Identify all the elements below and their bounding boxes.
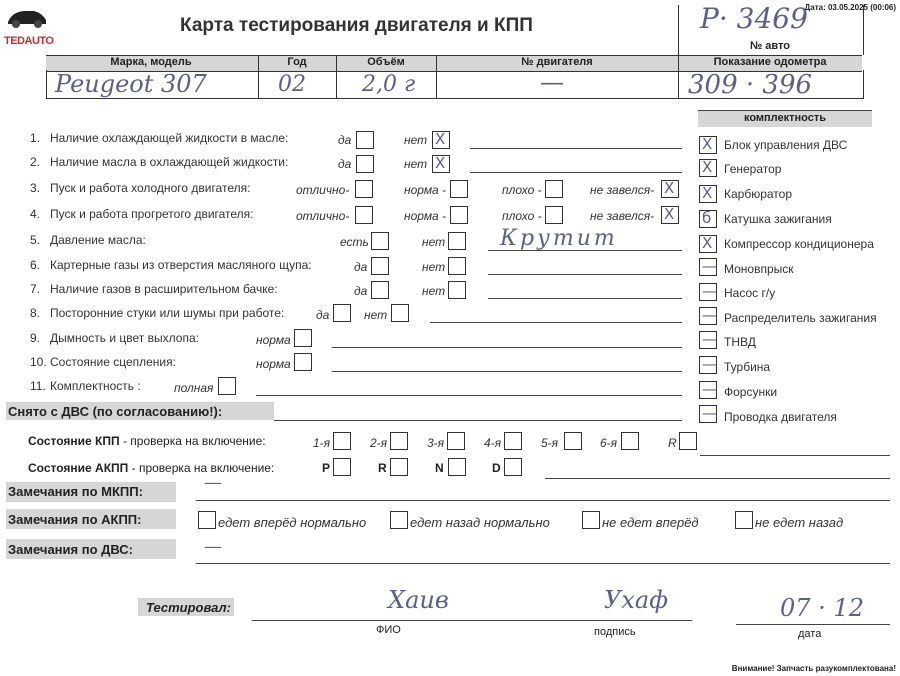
q1-da-label: да xyxy=(338,133,352,147)
data-label: дата xyxy=(798,628,822,640)
akpp-opt-3-label: не едет вперёд xyxy=(602,515,699,530)
podpis-label: подпись xyxy=(594,626,636,638)
check-mark-icon: X xyxy=(435,154,446,172)
akpp-rest: - проверка на включение: xyxy=(128,461,275,475)
snyato-line xyxy=(274,420,682,421)
komplekt-item-7: Насос г/у xyxy=(724,286,776,300)
check-mark-icon: б xyxy=(702,209,712,227)
q5-num: 5. xyxy=(30,233,41,247)
komplekt-item-4: Катушка зажигания xyxy=(724,212,832,226)
komplekt-title-text: комплектность xyxy=(743,112,827,124)
q5-net-label: нет xyxy=(422,235,446,249)
q4-otl-checkbox[interactable] xyxy=(355,206,373,224)
logo xyxy=(4,4,54,47)
q11-text: Комплектность : xyxy=(50,379,141,393)
kpp-gear-1-label: 1-я xyxy=(313,436,331,450)
page-title: Карта тестирования двигателя и КПП xyxy=(180,15,533,36)
kpp-gear-4-label: 4-я xyxy=(484,436,502,450)
q1-net-checkbox[interactable] xyxy=(432,131,450,149)
q2-da-label: да xyxy=(338,157,352,171)
dash-mark-icon: — xyxy=(702,282,717,300)
akpp-opt-3-checkbox[interactable] xyxy=(582,511,600,529)
kpp-rest: - проверка на включение: xyxy=(119,434,266,448)
value-engine-no: — xyxy=(540,68,564,96)
q2-net-checkbox[interactable] xyxy=(432,155,450,173)
akpp-opt-1-label: едет вперёд нормально xyxy=(218,515,367,530)
car-logo-icon xyxy=(4,4,50,30)
q2-text: Наличие масла в охлаждающей жидкости: xyxy=(50,155,289,169)
akpp-gear-d-checkbox[interactable] xyxy=(504,458,522,476)
komplekt-item-11: Форсунки xyxy=(724,385,778,399)
q5-est-label: есть xyxy=(340,235,369,249)
header-col-engine-no: № двигателя xyxy=(521,56,593,68)
kpp-gear-1-checkbox[interactable] xyxy=(333,432,351,450)
q2-line xyxy=(470,172,682,173)
print-date: Дата: 03.05.2025 (00:06) xyxy=(804,3,896,12)
kpp-label: Состояние КПП xyxy=(28,434,120,448)
q4-nezav-checkbox[interactable] xyxy=(661,206,679,224)
akpp-gear-d-label: D xyxy=(492,461,501,475)
akpp-gear-n-label: N xyxy=(435,461,444,475)
check-mark-icon: X xyxy=(435,130,446,148)
dash-mark-icon: — xyxy=(702,330,717,348)
check-mark-icon: X xyxy=(702,184,713,202)
q6-da-label: да xyxy=(354,260,368,274)
komplekt-item-1: Блок управления ДВС xyxy=(724,138,848,152)
logo-text: TEDAUTO xyxy=(4,35,54,47)
q6-net-checkbox[interactable] xyxy=(448,257,466,275)
kpp-gear-3-label: 3-я xyxy=(427,436,445,450)
q8-num: 8. xyxy=(30,306,41,320)
komplekt-checkbox-4[interactable] xyxy=(699,210,717,228)
komplekt-checkbox-6[interactable] xyxy=(699,258,717,276)
akpp-row-label xyxy=(28,461,274,475)
kpp-gear-3-checkbox[interactable] xyxy=(447,432,465,450)
q3-nezav-checkbox[interactable] xyxy=(661,180,679,198)
q3-nezav-label: не завелся- xyxy=(590,183,655,197)
komplekt-checkbox-12[interactable] xyxy=(699,405,717,423)
q7-da-checkbox[interactable] xyxy=(371,281,389,299)
q10-norma-label: норма xyxy=(256,357,291,371)
akpp-opt-2-checkbox[interactable] xyxy=(390,511,408,529)
komplekt-checkbox-9[interactable] xyxy=(699,331,717,349)
komplekt-checkbox-8[interactable] xyxy=(699,307,717,325)
q9-norma-checkbox[interactable] xyxy=(294,329,312,347)
check-mark-icon: X xyxy=(702,158,713,176)
q8-da-checkbox[interactable] xyxy=(333,304,351,322)
check-mark-icon: X xyxy=(664,179,675,197)
q1-net-label: нет xyxy=(404,133,428,147)
akpp-line xyxy=(545,478,890,479)
zam-akpp-label: Замечания по АКПП: xyxy=(8,512,142,527)
akpp-gear-p-checkbox[interactable] xyxy=(333,458,351,476)
q8-da-label: да xyxy=(316,308,330,322)
komplekt-checkbox-2[interactable] xyxy=(699,159,717,177)
q3-text: Пуск и работа холодного двигателя: xyxy=(50,181,251,195)
q6-num: 6. xyxy=(30,258,41,272)
q10-norma-checkbox[interactable] xyxy=(294,353,312,371)
q5-net-checkbox[interactable] xyxy=(448,232,466,250)
q8-net-checkbox[interactable] xyxy=(391,304,409,322)
data-value: 07 · 12 xyxy=(780,594,864,622)
q10-line xyxy=(332,371,682,372)
data-line xyxy=(736,624,890,625)
q9-line xyxy=(332,347,682,348)
komplekt-item-6: Моновпрыск xyxy=(724,262,794,276)
q10-num: 10. xyxy=(30,355,47,369)
q11-polnaya-label: полная xyxy=(174,381,214,395)
header-col-year: Год xyxy=(287,56,307,68)
q9-norma-label: норма xyxy=(256,333,291,347)
q5-text: Давление масла: xyxy=(50,233,146,247)
akpp-opt-2-label: едет назад нормально xyxy=(410,515,550,530)
q11-line xyxy=(256,395,682,396)
q6-da-checkbox[interactable] xyxy=(371,257,389,275)
akpp-gear-p-label: P xyxy=(322,461,331,475)
komplekt-item-5: Компрессор кондиционера xyxy=(724,237,874,251)
q4-otl-label: отлично- xyxy=(296,209,350,223)
podpis-line xyxy=(562,620,692,621)
q6-text: Картерные газы из отверстия масляного щупа: xyxy=(50,258,312,272)
q1-num: 1. xyxy=(30,131,41,145)
dash-mark-icon: — xyxy=(702,257,717,275)
q4-norma-checkbox[interactable] xyxy=(450,206,468,224)
q5-line xyxy=(488,250,682,251)
akpp-opt-1-checkbox[interactable] xyxy=(198,511,216,529)
q1-da-checkbox[interactable] xyxy=(356,131,374,149)
header-col-volume: Объём xyxy=(367,56,405,68)
header-col-odometer: Показание одометра xyxy=(713,56,827,68)
kpp-gear-r-checkbox[interactable] xyxy=(679,432,697,450)
q2-da-checkbox[interactable] xyxy=(356,155,374,173)
q10-text: Состояние сцепления: xyxy=(50,355,176,369)
akpp-gear-r-label: R xyxy=(378,461,387,475)
q1-text: Наличие охлаждающей жидкости в масле: xyxy=(50,131,289,145)
tested-label: Тестировал: xyxy=(146,600,231,615)
kpp-gear-5-label: 5-я xyxy=(541,436,559,450)
komplekt-checkbox-1[interactable] xyxy=(699,136,717,154)
dash-mark-icon: — xyxy=(702,404,717,422)
q7-net-label: нет xyxy=(422,284,446,298)
q4-norma-label: норма - xyxy=(404,209,447,223)
check-mark-icon: X xyxy=(702,234,713,252)
zam-dvs-line xyxy=(196,563,890,564)
komplekt-item-8: Распределитель зажигания xyxy=(724,311,877,325)
q5-note: Крутит xyxy=(500,226,618,251)
komplekt-item-3: Карбюратор xyxy=(724,187,793,201)
dash-mark-icon: — xyxy=(702,355,717,373)
q7-num: 7. xyxy=(30,282,41,296)
value-year: 02 xyxy=(278,72,306,97)
q4-nezav-label: не завелся- xyxy=(590,209,655,223)
q11-num: 11. xyxy=(30,379,46,393)
q2-net-label: нет xyxy=(404,157,428,171)
q3-otl-checkbox[interactable] xyxy=(355,180,373,198)
komplekt-checkbox-5[interactable] xyxy=(699,235,717,253)
q7-line xyxy=(488,298,682,299)
value-volume: 2,0 г xyxy=(362,72,416,97)
q6-line xyxy=(488,274,682,275)
q4-text: Пуск и работа прогретого двигателя: xyxy=(50,207,254,221)
header-col-model: Марка, модель xyxy=(110,56,192,68)
komplekt-item-2: Генератор xyxy=(724,162,782,176)
q4-num: 4. xyxy=(30,207,41,221)
komplekt-checkbox-7[interactable] xyxy=(699,283,717,301)
q8-net-label: нет xyxy=(364,308,388,322)
q4-ploho-label: плохо - xyxy=(502,209,542,223)
akpp-opt-4-label: не едет назад xyxy=(755,515,844,530)
akpp-opt-4-checkbox[interactable] xyxy=(735,511,753,529)
q8-text: Посторонние стуки или шумы при работе: xyxy=(50,306,285,320)
komplekt-item-9: ТНВД xyxy=(724,335,756,349)
q5-est-checkbox[interactable] xyxy=(371,232,389,250)
fio-value: Хаив xyxy=(388,586,449,614)
kpp-gear-6-checkbox[interactable] xyxy=(621,432,639,450)
q7-net-checkbox[interactable] xyxy=(448,281,466,299)
fio-line xyxy=(252,620,562,621)
q7-da-label: да xyxy=(354,284,368,298)
q3-ploho-label: плохо - xyxy=(502,183,542,197)
kpp-gear-r-label: R xyxy=(668,436,677,450)
q3-ploho-checkbox[interactable] xyxy=(545,180,563,198)
komplekt-checkbox-10[interactable] xyxy=(699,356,717,374)
value-model: Peugeot 307 xyxy=(55,70,207,98)
akpp-gear-r-checkbox[interactable] xyxy=(390,458,408,476)
q7-text: Наличие газов в расширительном бачке: xyxy=(50,282,278,296)
auto-number-value: Р· 3469 xyxy=(700,2,808,35)
zam-mkpp-value: — xyxy=(204,472,222,493)
komplekt-checkbox-11[interactable] xyxy=(699,381,717,399)
dash-mark-icon: — xyxy=(702,306,717,324)
kpp-line xyxy=(700,455,890,456)
zam-mkpp-line xyxy=(196,500,890,501)
kpp-gear-6-label: 6-я xyxy=(600,436,618,450)
q6-net-label: нет xyxy=(422,260,446,274)
q11-polnaya-checkbox[interactable] xyxy=(218,377,236,395)
kpp-gear-2-label: 2-я xyxy=(370,436,388,450)
q3-otl-label: отлично- xyxy=(296,183,350,197)
warning-note: Внимание! Запчасть разукомплектована! xyxy=(731,664,896,673)
q9-text: Дымность и цвет выхлопа: xyxy=(50,331,199,345)
q3-norma-label: норма - xyxy=(404,183,447,197)
zam-dvs-value: — xyxy=(204,536,222,557)
zam-dvs-label: Замечания по ДВС: xyxy=(8,542,133,557)
value-odometer: 309 · 396 xyxy=(688,70,813,100)
q2-num: 2. xyxy=(30,155,41,169)
q3-num: 3. xyxy=(30,181,41,195)
fio-label: ФИО xyxy=(376,624,401,636)
check-mark-icon: X xyxy=(664,205,675,223)
q9-num: 9. xyxy=(30,331,41,345)
q1-line xyxy=(470,148,682,149)
q8-line xyxy=(430,322,682,323)
kpp-row-label xyxy=(28,434,266,448)
q4-ploho-checkbox[interactable] xyxy=(545,206,563,224)
kpp-gear-5-checkbox[interactable] xyxy=(564,432,582,450)
auto-number-label: № авто xyxy=(749,40,790,52)
dash-mark-icon: — xyxy=(702,380,717,398)
komplekt-checkbox-3[interactable] xyxy=(699,185,717,203)
akpp-gear-n-checkbox[interactable] xyxy=(448,458,466,476)
podpis-value: Ухаф xyxy=(604,586,668,614)
kpp-gear-2-checkbox[interactable] xyxy=(390,432,408,450)
akpp-label: Состояние АКПП xyxy=(28,461,129,475)
komplekt-item-12: Проводка двигателя xyxy=(724,410,837,424)
komplekt-item-10: Турбина xyxy=(724,360,771,374)
kpp-gear-4-checkbox[interactable] xyxy=(504,432,522,450)
check-mark-icon: X xyxy=(702,135,713,153)
snyato-label: Снято с ДВС (по согласованию!): xyxy=(8,404,223,419)
q3-norma-checkbox[interactable] xyxy=(450,180,468,198)
zam-mkpp-label: Замечания по МКПП: xyxy=(8,484,143,499)
